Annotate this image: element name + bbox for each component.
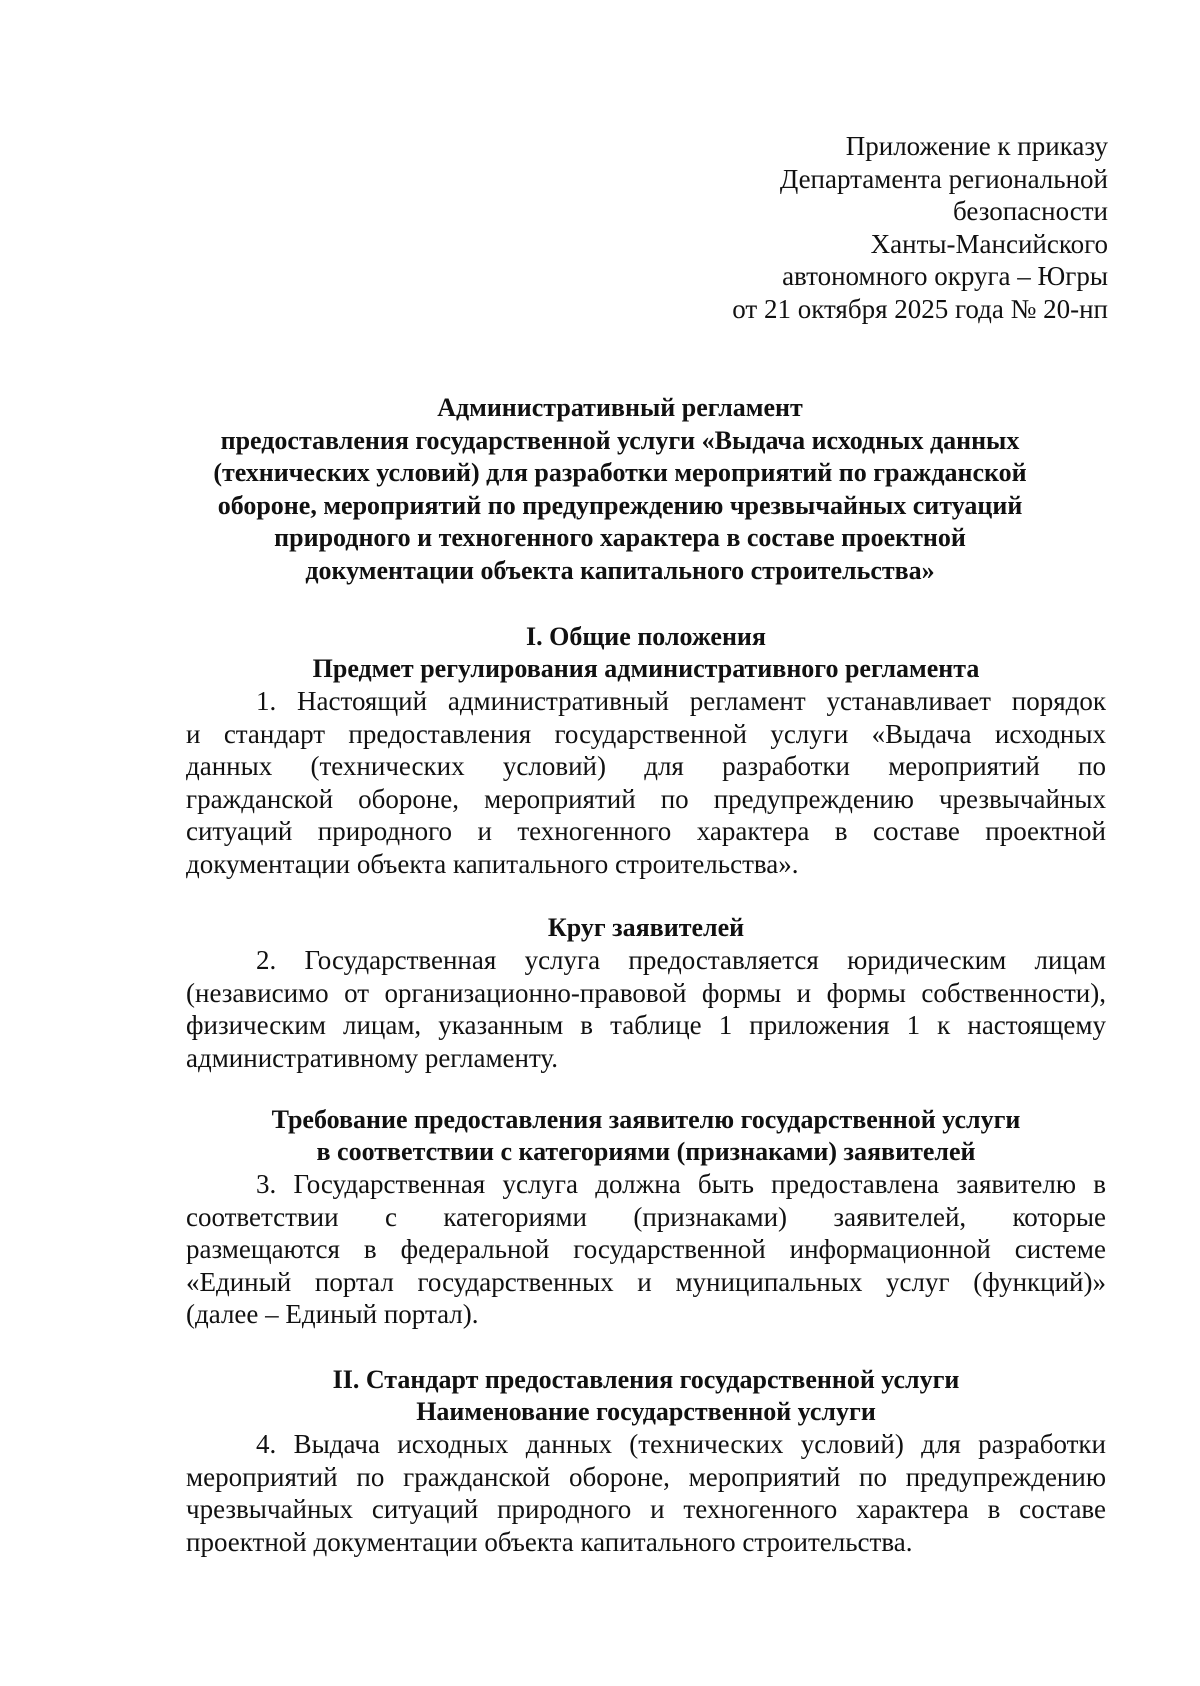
- appendix-line: от 21 октября 2025 года № 20-нп: [732, 293, 1108, 324]
- appendix-line: Приложение к приказу: [845, 131, 1108, 161]
- paragraph-line: 2. Государственная услуга предоставляется юридическим лицам: [256, 945, 1106, 975]
- title-line: природного и техногенного характера в составе проектной: [274, 523, 966, 552]
- document-title: [190, 392, 1050, 587]
- appendix-line: Ханты-Мансийского: [870, 228, 1108, 259]
- paragraph-line: и стандарт предоставления государственной услуги «Выдача исходных: [186, 718, 1106, 749]
- section-subheading: Наименование государственной услуги: [416, 1397, 876, 1426]
- section-applicants: [186, 912, 1106, 1074]
- paragraph-line: проектной документации объекта капитального строительства.: [186, 1526, 913, 1557]
- appendix-line: автономного округа – Югры: [782, 261, 1108, 291]
- title-line: Административный регламент: [437, 393, 803, 422]
- paragraph-line: (далее – Единый портал).: [186, 1299, 479, 1329]
- paragraph-line: административному регламенту.: [186, 1042, 558, 1073]
- paragraph-line: (независимо от организационно-правовой формы и формы собственности),: [186, 977, 1106, 1008]
- appendix-header: [732, 130, 1108, 325]
- paragraph-line: 3. Государственная услуга должна быть предоставлена заявителю в: [256, 1169, 1106, 1199]
- title-line: (технических условий) для разработки мероприятий по гражданской: [213, 458, 1027, 487]
- section-heading: I. Общие положения: [526, 622, 766, 651]
- section-heading: Требование предоставления заявителю государственной услуги: [271, 1105, 1021, 1134]
- paragraph-line: физическим лицам, указанным в таблице 1 приложения 1 к настоящему: [186, 1010, 1106, 1040]
- paragraph-line: документации объекта капитального строительства».: [186, 848, 799, 879]
- paragraph-line: «Единый портал государственных и муниципальных услуг (функций)»: [186, 1266, 1106, 1297]
- paragraph-3: [186, 1168, 1106, 1331]
- section-heading: в соответствии с категориями (признаками) заявителей: [316, 1137, 976, 1166]
- title-line: обороне, мероприятий по предупреждению чрезвычайных ситуаций: [217, 490, 1023, 520]
- section-heading: Круг заявителей: [547, 913, 745, 942]
- paragraph-1: [186, 685, 1106, 880]
- section-requirement: [186, 1104, 1106, 1331]
- section-subheading: Предмет регулирования административного регламента: [312, 654, 980, 683]
- appendix-line: безопасности: [953, 196, 1108, 226]
- section-standard: [186, 1364, 1106, 1558]
- paragraph-line: размещаются в федеральной государственной информационной системе: [186, 1234, 1106, 1264]
- paragraph-line: мероприятий по гражданской обороне, мероприятий по предупреждению: [186, 1461, 1106, 1492]
- section-heading: II. Стандарт предоставления государственной услуги: [332, 1365, 960, 1394]
- appendix-line: Департамента региональной: [779, 163, 1108, 194]
- title-line: предоставления государственной услуги «Выдача исходных данных: [220, 425, 1020, 455]
- paragraph-line: соответствии с категориями (признаками) заявителей, которые: [186, 1201, 1106, 1232]
- paragraph-4: [186, 1428, 1106, 1558]
- paragraph-line: ситуаций природного и техногенного характера в составе проектной: [186, 816, 1106, 846]
- section-general: [186, 621, 1106, 880]
- paragraph-line: данных (технических условий) для разработки мероприятий по: [186, 751, 1106, 781]
- paragraph-2: [186, 944, 1106, 1074]
- paragraph-line: чрезвычайных ситуаций природного и техногенного характера в составе: [186, 1494, 1106, 1524]
- title-line: документации объекта капитального строительства»: [305, 555, 935, 585]
- paragraph-line: 4. Выдача исходных данных (технических условий) для разработки: [256, 1429, 1106, 1459]
- paragraph-line: 1. Настоящий административный регламент устанавливает порядок: [256, 686, 1106, 716]
- paragraph-line: гражданской обороне, мероприятий по предупреждению чрезвычайных: [186, 783, 1106, 814]
